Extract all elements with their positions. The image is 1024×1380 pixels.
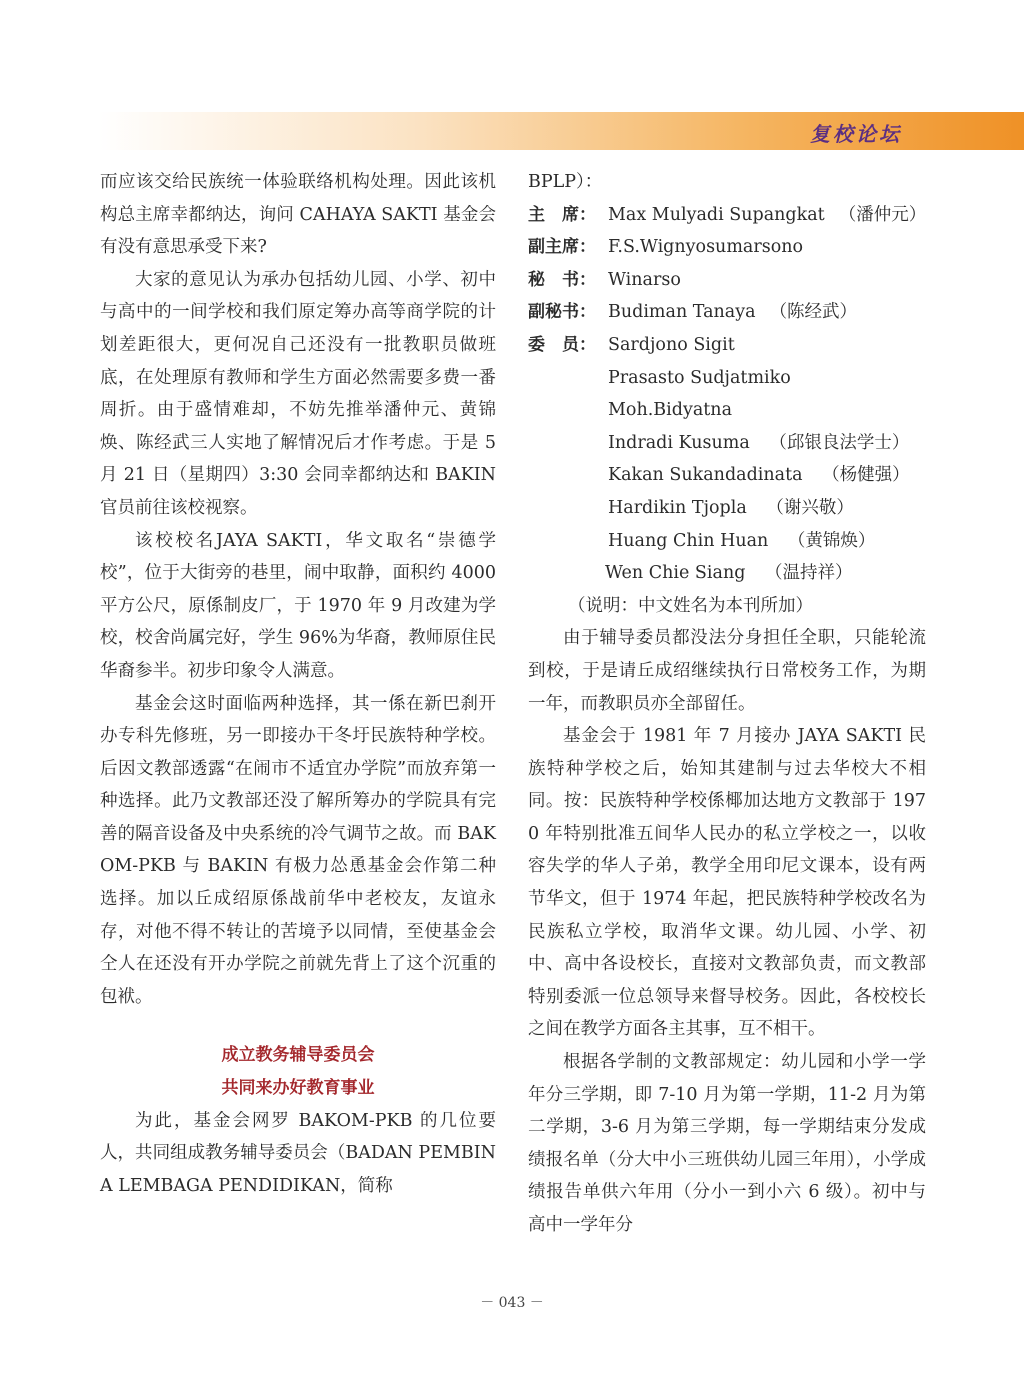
member-name: F.S.Wignyosumarsono [608, 237, 804, 258]
editor-note: （说明：中文姓名为本刊所加） [568, 595, 813, 616]
paragraph: 基金会这时面临两种选择，其一係在新巴刹开办专科先修班，另一即接办干冬圩民族特种学校。后因文教部透露“在闹市不适宜办学院”而放弃第一种选择。此乃文教部还没了解所筹办的学院具有完善的隔音设备及中央系统的冷气调节之故。而 BAKOM-PKB 与 BAKIN 有极力怂恿基金会作第二种选择。加以丘成绍原係战前华中老校友，友谊永存，对他不得不转让的苦境予以同情，至使基金会仝人在还没有开办学院之前就先背上了这个沉重的包袱。 [100, 693, 496, 1007]
paragraph: 而应该交给民族统一体验联络机构处理。因此该机构总主席幸都纳达，询问 CAHAYA SAKTI 基金会有没有意思承受下来? [100, 172, 496, 258]
member-name: Max Mulyadi Supangkat [608, 204, 825, 225]
left-column [100, 166, 496, 1202]
committee-role-row [528, 329, 926, 362]
paragraph: 大家的意见认为承办包括幼儿园、小学、初中与高中的一间学校和我们原定筹办高等商学院的计划差距很大，更何况自己还没有一批教职员做班底，在处理原有教师和学生方面必然需要多费一番周折。由于盛情难却，不妨先推举潘仲元、黄锦焕、陈经武三人实地了解情况后才作考虑。于是 5 月 21 日（星期四）3:30 会同幸都纳达和 BAKIN 官员前往该校视察。 [100, 269, 496, 518]
page-number: － 043 － [480, 1295, 544, 1311]
member-name: Indradi Kusuma [608, 432, 750, 453]
member-chinese-name: （潘仲元） [838, 204, 927, 225]
member-chinese-name: （黄锦焕） [787, 530, 876, 551]
section-title: 复校论坛 [810, 122, 902, 146]
committee-member-row [528, 557, 926, 590]
committee-role-row [528, 231, 926, 264]
member-name: Winarso [608, 269, 681, 290]
member-name: Sardjono Sigit [608, 334, 735, 355]
paragraph: 该校校名JAYA SAKTI，华文取名“崇德学校”，位于大街旁的巷里，闹中取静，面积约 4000 平方公尺，原係制皮厂，于 1970 年 9 月改建为学校，校舍尚属完好，学生 96%为华裔，教师原住民华裔参半。初步印象令人满意。 [100, 530, 496, 681]
section-heading: 成立教务辅导委员会 [221, 1045, 375, 1066]
paragraph: 根据各学制的文教部规定：幼儿园和小学一学年分三学期，即 7-10 月为第一学期，11-2 月为第二学期，3-6 月为第三学期，每一学期结束分发成绩报名单（分大中小三班供幼儿园三年用），小学成绩报告单供六年用（分小一到小六 6 级）。初中与高中一学年分 [528, 1052, 926, 1235]
member-name: Huang Chin Huan [608, 530, 769, 551]
committee-member-row [528, 525, 926, 558]
spacer [100, 1013, 496, 1039]
member-name: Moh.Bidyatna [608, 400, 733, 421]
member-chinese-name: （杨健强） [822, 465, 910, 486]
committee-member-row [528, 492, 926, 525]
member-name: Wen Chie Siang [605, 563, 746, 584]
member-name: Kakan Sukandadinata [608, 465, 803, 486]
member-chinese-name: （谢兴敬） [766, 497, 854, 518]
paragraph: 基金会于 1981 年 7 月接办 JAYA SAKTI 民族特种学校之后，始知其建制与过去华校大不相同。按：民族特种学校係椰加达地方文教部于 1970 年特别批准五间华人民办的私立学校之一，以收容失学的华人子弟，教学全用印尼文课本，设有两节华文，但于 1974 年起，把民族特种学校改名为民族私立学校，取消华文课。幼儿园、小学、初中、高中各设校长，直接对文教部负责，而文教部特别委派一位总领导来督导校务。因此，各校校长之间在教学方面各主其事，互不相干。 [528, 726, 926, 1040]
section-header-band [98, 112, 1024, 150]
paragraph: 为此，基金会网罗 BAKOM-PKB 的几位要人，共同组成教务辅导委员会（BADAN PEMBINA LEMBAGA PENDIDIKAN，简称 [100, 1110, 496, 1196]
role-label: 秘 书： [528, 269, 596, 290]
role-label: 主 席： [528, 204, 596, 225]
member-name: Prasasto Sudjatmiko [608, 367, 791, 388]
role-label: 副主席： [528, 237, 596, 258]
committee-member-row [528, 394, 926, 427]
committee-role-row [528, 199, 926, 232]
member-name: Budiman Tanaya [608, 302, 756, 323]
paragraph: BPLP）： [528, 172, 603, 192]
right-column [528, 166, 926, 1242]
member-name: Hardikin Tjopla [608, 497, 747, 518]
paragraph: 由于辅导委员都没法分身担任全职，只能轮流到校，于是请丘成绍继续执行日常校务工作，为期一年，而教职员亦全部留任。 [528, 628, 926, 714]
committee-member-row [528, 427, 926, 460]
committee-member-row [528, 362, 926, 395]
role-label: 委 员： [528, 334, 596, 355]
member-chinese-name: （邱银良法学士） [769, 432, 910, 453]
section-heading: 共同来办好教育事业 [221, 1078, 375, 1099]
committee-role-row [528, 264, 926, 297]
member-chinese-name: （温持祥） [765, 563, 853, 584]
member-chinese-name: （陈经武） [769, 302, 858, 323]
role-label: 副秘书： [528, 302, 596, 323]
committee-member-row [528, 459, 926, 492]
committee-role-row [528, 296, 926, 329]
